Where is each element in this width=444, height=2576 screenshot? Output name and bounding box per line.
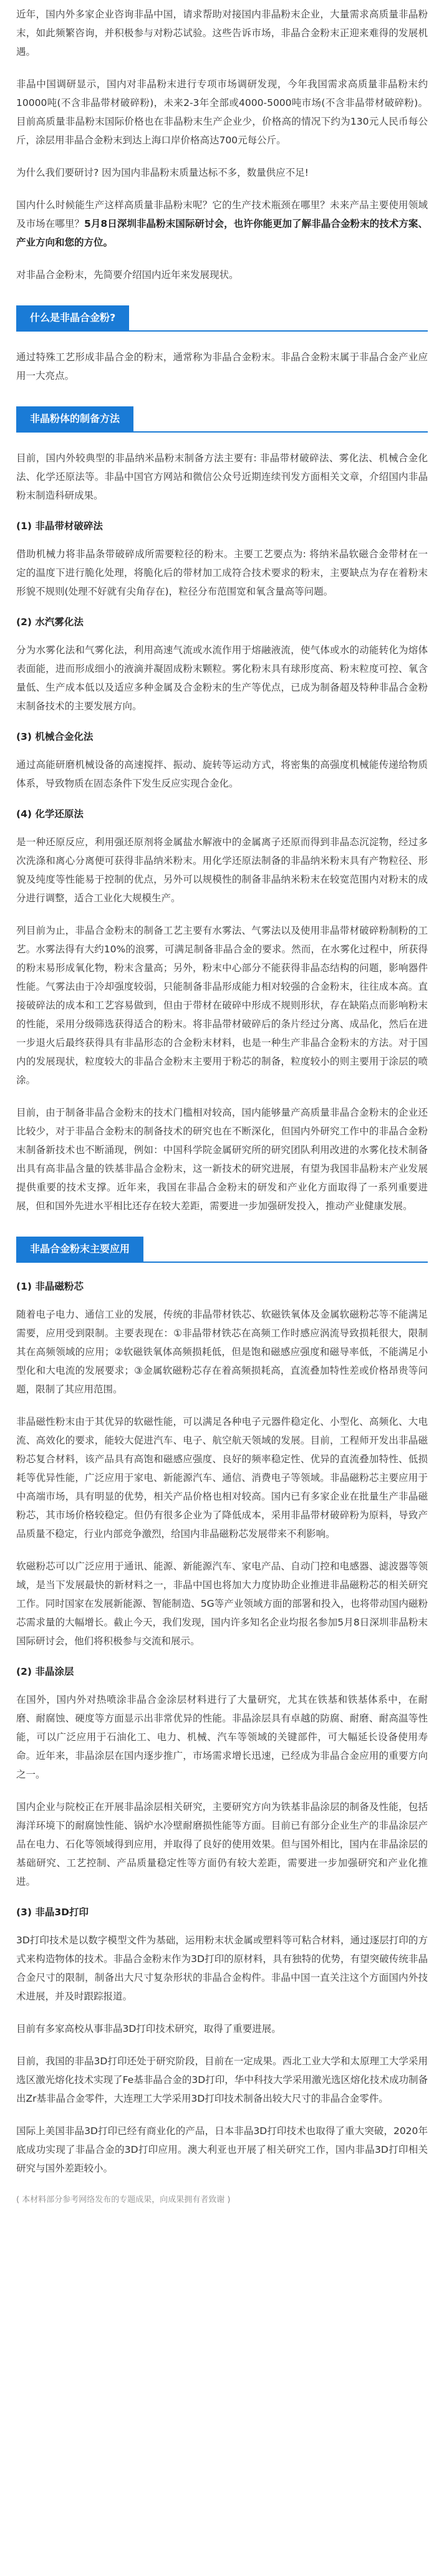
application-text-3d-printing-4: 国际上美国非晶3D打印已经有商业化的产品，日本非晶3D打印技术也取得了重大突破，2020年底成功实现了非晶合金的3D打印应用。澳大利亚也开展了相关研究工作，国内非晶3D打印相关研究与国外差距较小。 xyxy=(16,2125,428,2174)
application-text-3d-printing-3: 目前，我国的非晶3D打印还处于研究阶段，目前在一定成果。西北工业大学和太原理工大学采用选区激光熔化技术实现了Fe基非晶合金的3D打印，华中科技大学采用激光选区熔化技术成功制备出Zr基非晶合金零件，大连理工大学采用3D打印技术制备出较大尺寸的非晶合金零件。 xyxy=(16,2056,428,2104)
application-text-coating-2: 国内企业与院校正在开展非晶涂层相关研究，主要研究方向为铁基非晶涂层的制备及性能，包括海洋环境下的耐腐蚀性能、锅炉水冷壁耐磨损性能等方面。目前已有部分企业生产的非晶涂层产品在电力、石化等领域得到应用，并取得了良好的使用效果。但与国外相比，国内在非晶涂层的基础研究、工艺控制、产品质量稳定性等方面仍有较大差距，需要进一步加强研究和产业化推进。 xyxy=(16,1801,428,1887)
method-text-atomization: 分为水雾化法和气雾化法，利用高速气流或水流作用于熔融液流，使气体或水的动能转化为熔体表面能，进而形成细小的液滴并凝固成粉末颗粒。雾化粉末具有球形度高、粉末粒度可控、氧含量低、生产成本低以及适应多种金属及合金粉末的生产等优点，已成为制备超及特种非晶合金粉末制备技术的主要发展方向。 xyxy=(16,644,428,712)
application-text-3d-printing-2: 目前有多家高校从事非晶3D打印技术研究，取得了重要进展。 xyxy=(16,2023,281,2034)
application-text-3d-printing-1: 3D打印技术是以数字模型文件为基础，运用粉末状金属或塑料等可粘合材料，通过逐层打印的方式来构造物体的技术。非晶合金粉末作为3D打印的原材料，具有独特的优势，有望突破传统非晶合金尺寸的限制，制备出大尺寸复杂形状的非晶合金构件。非晶中国一直关注这个方面国内外技术进展，并及时跟踪报道。 xyxy=(16,1935,428,2002)
application-text-powder-core-2: 非晶磁性粉末由于其优异的软磁性能，可以满足各种电子元器件稳定化、小型化、高频化、大电流、高效化的要求，能较大促进汽车、电子、航空航天领域的发展。目前，工程师开发出非晶磁粉芯复合材料，该产品具有高饱和磁感应强度、良好的频率稳定性、优异的直流叠加特性、低损耗等优异性能，广泛应用于家电、新能源汽车、通信、消费电子等领域。非晶磁粉芯主要应用于中高端市场，具有明显的优势，相关产品价格也相对较高。国内已有多家企业在批量生产非晶磁粉芯，其市场价格较稳定。但仍有很多企业为了降低成本，采用非晶带材破碎粉为原料，导致产品质量不稳定，行业内部竞争激烈，给国内非晶磁粉芯发展带来不利影响。 xyxy=(16,1416,428,1539)
article xyxy=(16,0,428,2205)
intro-paragraph-2: 非晶中国调研显示，国内对非晶粉末进行专项市场调研发现，今年我国需求高质量非晶粉末约10000吨(不含非晶带材破碎粉)，未来2-3年全部或4000-5000吨市场(不含非晶带材破碎粉)。目前高质量非晶粉末国际价格也在非晶粉末生产企业少，价格高的情况下约为130元人民币每公斤，涂层用非晶合金粉末到达上海口岸价格高达700元每公斤。 xyxy=(16,79,428,146)
section-title: 非晶粉体的制备方法 xyxy=(16,406,133,431)
method-text-chemical-reduction: 是一种还原反应，利用强还原剂将金属盐水解液中的金属离子还原而得到非晶态沉淀物，经过多次洗涤和离心分离便可获得非晶纳米粉末。用化学还原法制备的非晶纳米粉末具有产物粒径、形貌及纯度等性能易于控制的优点，另外可以规模性的制备非晶纳米粉末在较宽范围内对粉末的成分进行调整，适合工业化大规模生产。 xyxy=(16,836,428,904)
method-heading-mechanical-alloying: (3) 机械合金化法 xyxy=(16,731,94,742)
method-heading-atomization: (2) 水汽雾化法 xyxy=(16,616,84,628)
method-heading-chemical-reduction: (4) 化学还原法 xyxy=(16,808,84,820)
methods-summary: 列目前为止，非晶合金粉末的制备工艺主要有水雾法、气雾法以及使用非晶带材破碎粉制粉的工艺。水雾法得有大约10%的浪雾，可满足制备非晶合金的要求。然而，在水雾化过程中，所获得的粉末易形成氧化物，粉末含量高；另外，粉末中心部分不能获得非晶态结构的问题，影响器件性能。气雾法由于冷却强度较弱，只能制备非晶形成能力相对较强的合金粉末，往往成本高。直接破碎法的成本和工艺容易做到，但由于带材在破碎中形成不规则形状，存在缺陷点而影响粉末的性能，采用分级筛选获得适合的粉末。将非晶带材破碎后的条片经过分离、成品化，然后在进一步退火后最终获得具有非晶形态的合金粉末材料，也是一种生产非晶合金粉末的方法。对于国内的发展现状，粒度较大的非晶合金粉末主要用于粉芯的制备，粒度较小的则主要用于涂层的喷涂。 xyxy=(16,925,428,1086)
method-heading-ribbon-crushing: (1) 非晶带材破碎法 xyxy=(16,520,103,532)
application-text-coating-1: 在国外，国内外对热喷涂非晶合金涂层材料进行了大量研究，尤其在铁基和铁基体系中，在耐磨、耐腐蚀、硬度等方面显示出非常优异的性能。非晶涂层具有卓越的防腐、耐磨、耐高温等性能，可以广泛应用于石油化工、电力、机械、汽车等领域的关键部件，可大幅延长设备使用寿命。近年来，非晶涂层在国内逐步推广，市场需求增长迅速，已经成为非晶合金应用的重要方向之一。 xyxy=(16,1694,428,1780)
intro-paragraph-5: 对非晶合金粉末，先简要介绍国内近年来发展现状。 xyxy=(16,269,239,280)
intro-paragraph-4 xyxy=(16,196,428,252)
application-text-powder-core-3: 软磁粉芯可以广泛应用于通讯、能源、新能源汽车、家电产品、自动门控和电感器、滤波器等领域，是当下发展最快的新材料之一，非晶中国也将加大力度协助企业推进非晶磁粉芯的相关研究工作。同时国家在发展新能源、智能制造、5G等产业领域方面的部署和投入，也将带动国内磁粉芯需求量的大幅增长。截止今天，我们发现，国内许多知名企业均报名参加5月8日深圳非晶粉末国际研讨会，他们将积极参与交流和展示。 xyxy=(16,1561,428,1647)
footer-note: ( 本材料部分参考网络发布的专题成果，向成果拥有者致谢 ) xyxy=(16,2195,231,2205)
definition-paragraph: 通过特殊工艺形成非晶合金的粉末，通常称为非晶合金粉末。非晶合金粉末属于非晶合金产业应用一大亮点。 xyxy=(16,352,428,381)
application-text-powder-core-1: 随着电子电力、通信工业的发展，传统的非晶带材铁芯、软磁铁氧体及金属软磁粉芯等不能满足需要，应用受到限制。主要表现在：①非晶带材铁芯在高频工作时感应涡流导致损耗很大，限制其在高频领域的应用；②软磁铁氧体高频损耗低，但是饱和磁感应强度和磁导率低，不能满足小型化和大电流的发展要求；③金属软磁粉芯存在着高频损耗高，直流叠加特性差或价格昂贵等问题，限制了其应用范围。 xyxy=(16,1309,428,1395)
method-text-mechanical-alloying: 通过高能研磨机械设备的高速搅拌、振动、旋转等运动方式，将密集的高强度机械能传递给物质体系，导致物质在固态条件下发生反应实现合金化。 xyxy=(16,759,428,789)
section-header-applications xyxy=(16,1235,428,1263)
section-title: 什么是非晶合金粉? xyxy=(16,305,129,330)
section-header-methods xyxy=(16,405,428,433)
intro-paragraph-1: 近年，国内外多家企业咨询非晶中国，请求帮助对接国内非晶粉末企业，大量需求高质量非晶粉末，如此频繁咨询，并积极参与对粉芯试验。这些告诉市场，非晶合金粉末正迎来难得的发展机遇。 xyxy=(16,9,428,57)
application-heading-coating: (2) 非晶涂层 xyxy=(16,1666,74,1677)
section-header-what-is xyxy=(16,304,428,332)
methods-summary-2: 目前，由于制备非晶合金粉末的技术门槛相对较高，国内能够量产高质量非晶合金粉末的企业还比较少，对于非晶合金粉末的制备技术的研究也在不断深化，但国内外研究工作中的非晶合金粉末制备新技术也不断涌现，例如：中国科学院金属研究所的研究团队利用改进的水雾化技术制备出具有高非晶含量的铁基非晶合金粉末，这一新技术的研究进展，有望为我国非晶粉末产业发展提供重要的技术支撑。近年来，我国在非晶合金粉末的研发和产业化方面取得了一系列重要进展，但和国外先进水平相比还存在较大差距，需要进一步加强研发投入，推动产业健康发展。 xyxy=(16,1107,428,1212)
methods-intro: 目前，国内外较典型的非晶纳米晶粉末制备方法主要有: 非晶带材破碎法、雾化法、机械合金化法、化学还原法等。非晶中国官方网站和微信公众号近期连续刊发方面相关文章，介绍国内非晶粉末制造科研成果。 xyxy=(16,452,428,501)
intro-question: 国内什么时候能生产这样高质量非晶粉末呢？它的生产技术瓶颈在哪里？未来产品主要使用领域及市场在哪里？ xyxy=(16,199,428,229)
section-title: 非晶合金粉末主要应用 xyxy=(16,1237,143,1262)
application-heading-3d-printing: (3) 非晶3D打印 xyxy=(16,1907,89,1918)
method-text-ribbon-crushing: 借助机械力将非晶条带破碎成所需要粒径的粉末。主要工艺要点为: 将纳米晶软磁合金带材在一定的温度下进行脆化处理，将脆化后的带材加工成符合技术要求的粉末，主要缺点为存在着粉末形貌不规则(处理不好就有尖角存在)，粒径分布范围宽和氧含量高等问题。 xyxy=(16,548,428,597)
seminar-highlight: 5月8日深圳非晶粉末国际研讨会，也许你能更加了解非晶合金粉末的技术方案、产业方向和您的方位。 xyxy=(16,218,428,248)
application-heading-powder-core: (1) 非晶磁粉芯 xyxy=(16,1281,84,1292)
intro-paragraph-3: 为什么我们要研讨? 因为国内非晶粉末质量达标不多，数量供应不足! xyxy=(16,167,309,178)
